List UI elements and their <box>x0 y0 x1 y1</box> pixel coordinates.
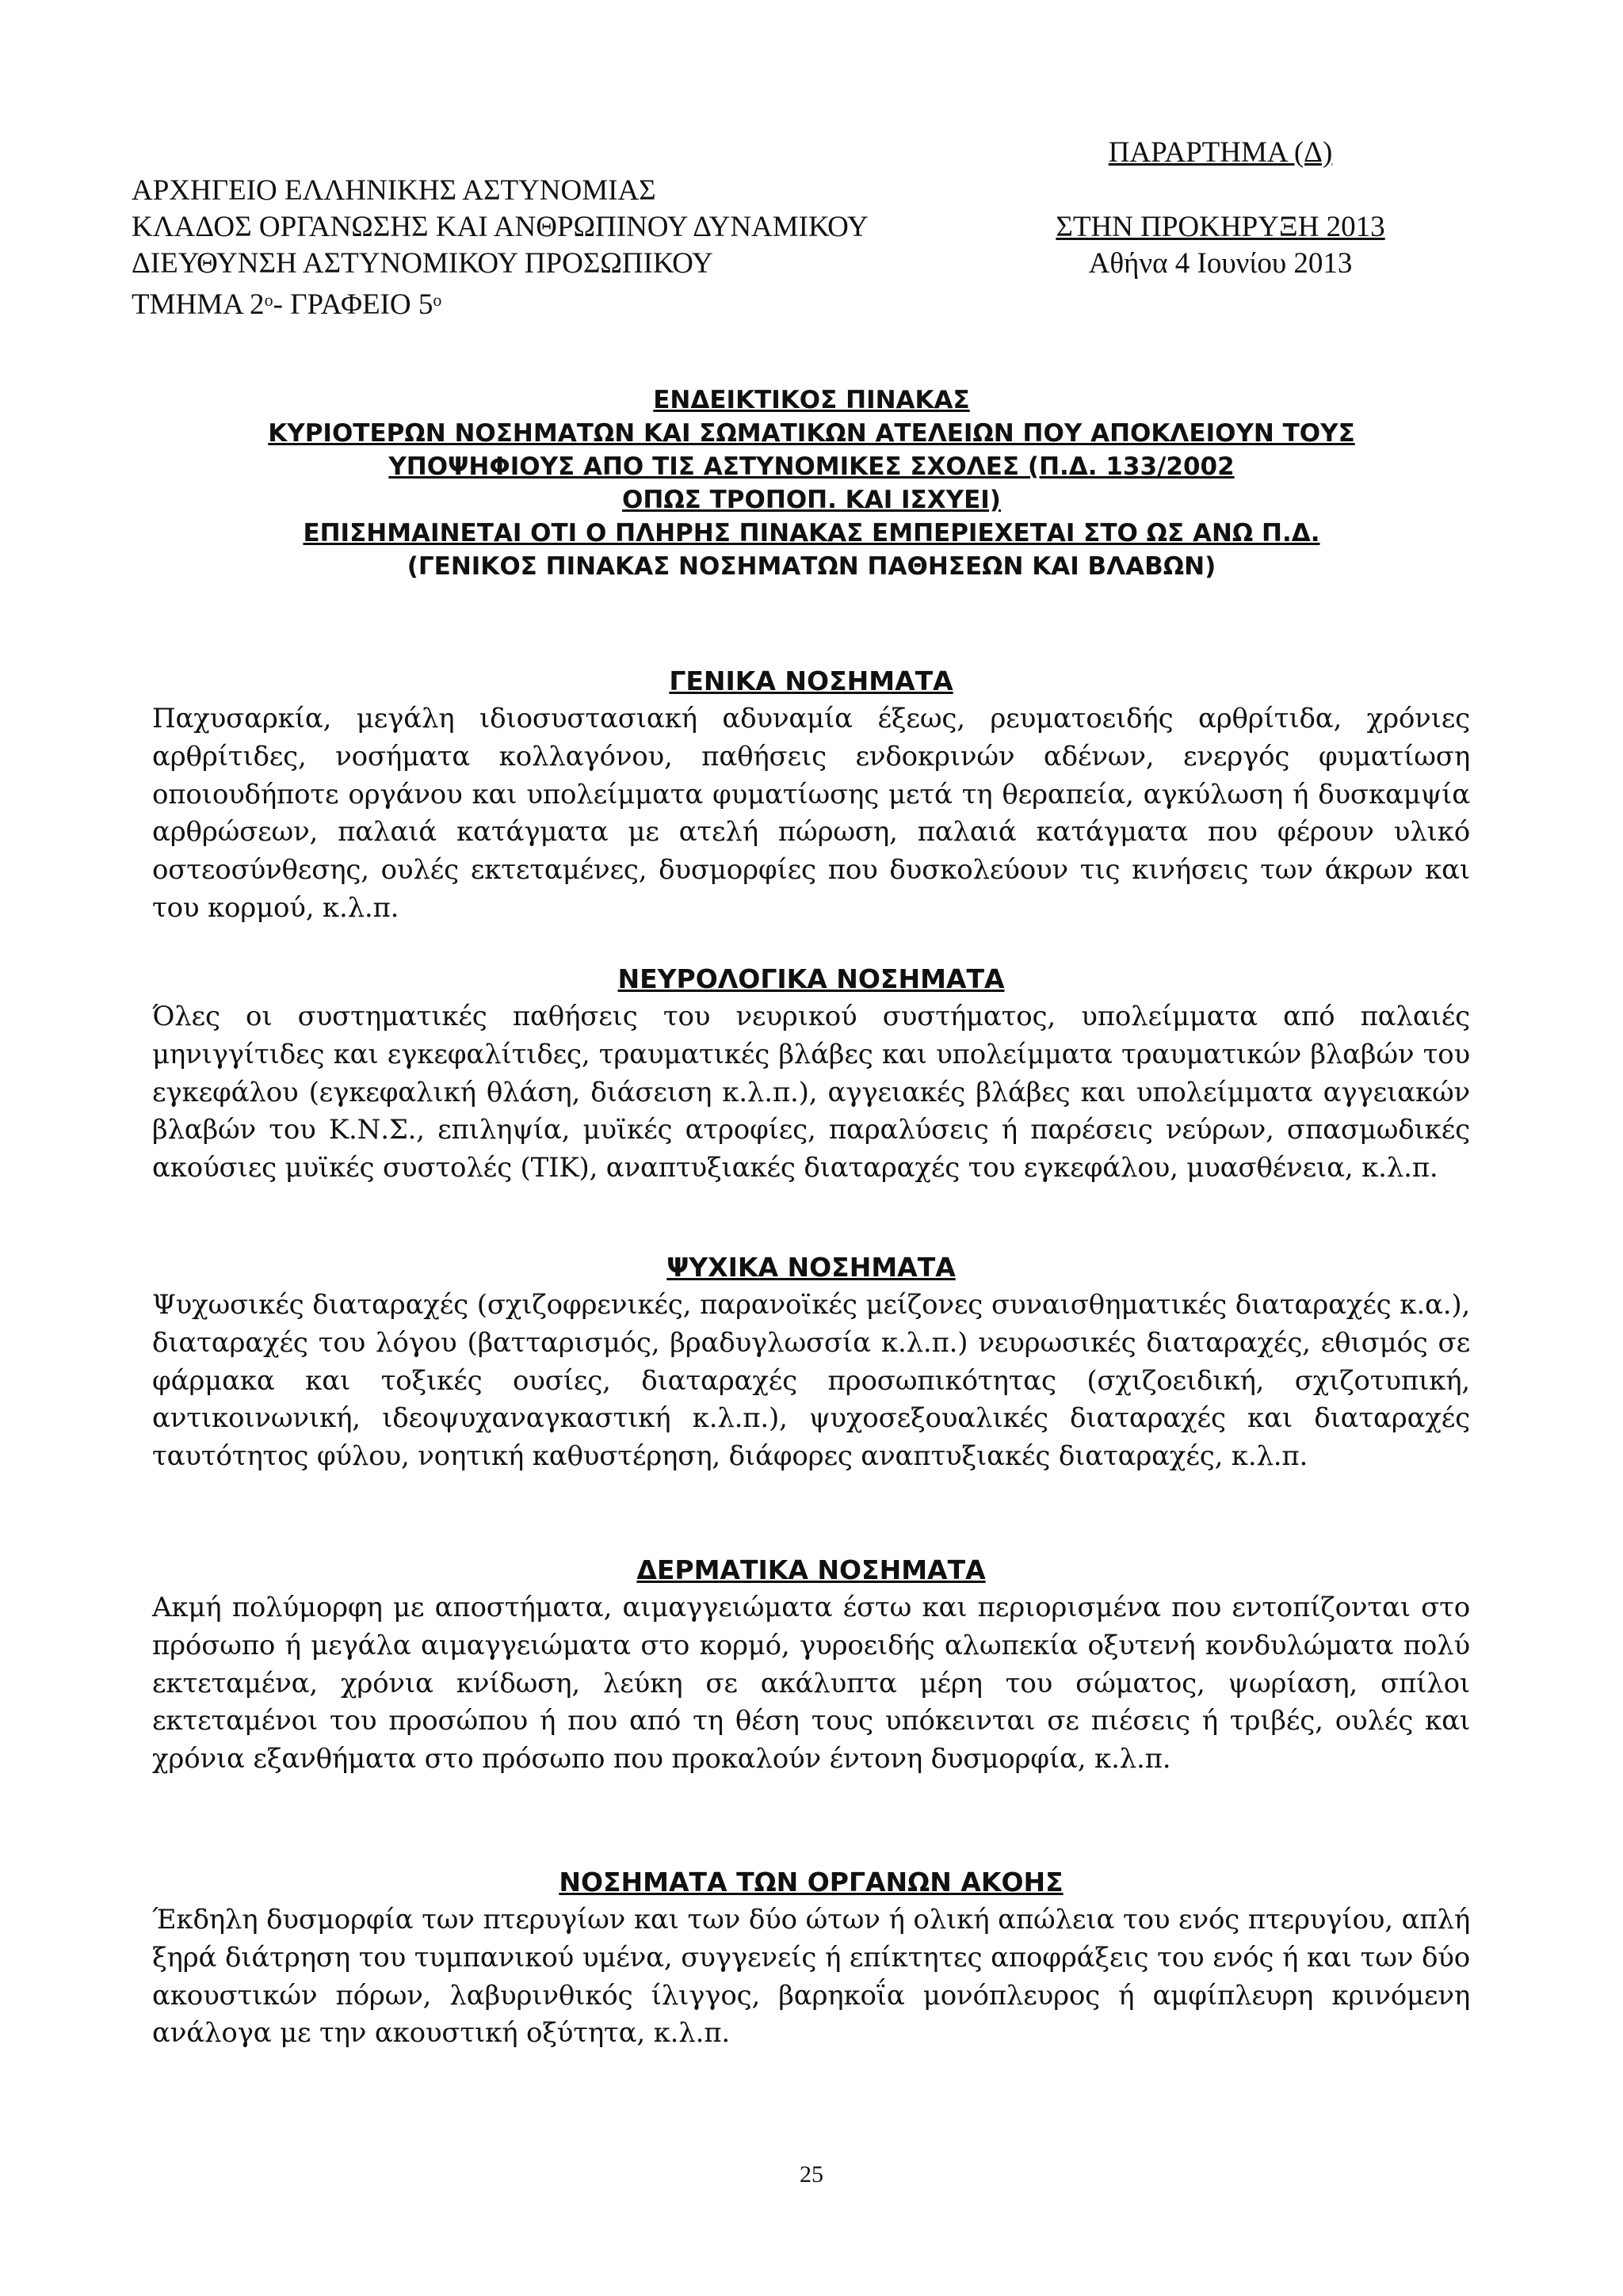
section-text: Έκδηλη δυσμορφία των πτερυγίων και των δύο ώτων ή ολική απώλεια του ενός πτερυγίου, απλή ξηρά διάτρηση του τυμπανικού υμένα, συγγενείς ή επίκτητες αποφράξεις του ενός ή και των δύο ακουστικών πόρων, λαβυρινθικός ίλιγγος, βαρηκοΐα μονόπλευρος ή αμφίπλευρη κρινόμενη ανάλογα με την ακουστική οξύτητα, κ.λ.π. <box>152 1904 1470 2050</box>
header-right <box>1022 135 1419 282</box>
section-heading: ΝΕΥΡΟΛΟΓΙΚΑ ΝΟΣΗΜΑΤΑ <box>617 963 1005 994</box>
section-heading: ΨΥΧΙΚΑ ΝΟΣΗΜΑΤΑ <box>666 1252 956 1283</box>
header-directorate: ΔΙΕΥΘΥΝΣΗ ΑΣΤΥΝΟΜΙΚΟΥ ΠΡΟΣΩΠΙΚΟΥ <box>132 247 713 280</box>
document-date: Αθήνα 4 Ιουνίου 2013 <box>1088 247 1353 280</box>
document-title <box>95 383 1528 583</box>
section-dermatological <box>152 1551 1470 1779</box>
header-branch: ΚΛΑΔΟΣ ΟΡΓΑΝΩΣΗΣ ΚΑΙ ΑΝΘΡΩΠΙΝΟΥ ΔΥΝΑΜΙΚΟΥ <box>132 211 869 243</box>
section-general <box>152 662 1470 928</box>
header-left <box>132 173 869 323</box>
header-department: ΤΜΗΜΑ $2^o-$ ΓΡΑΦΕΙΟ $5^o$ <box>132 288 442 321</box>
header-hq: ΑΡΧΗΓΕΙΟ ΕΛΛΗΝΙΚΗΣ ΑΣΤΥΝΟΜΙΑΣ <box>132 174 656 207</box>
title-line-1: ΕΝΔΕΙΚΤΙΚΟΣ ΠΙΝΑΚΑΣ <box>653 386 970 414</box>
proclamation-label: ΣΤΗΝ ΠΡΟΚΗΡΥΞΗ 2013 <box>1056 211 1385 243</box>
title-line-6: (ΓΕΝΙΚΟΣ ΠΙΝΑΚΑΣ ΝΟΣΗΜΑΤΩΝ ΠΑΘΗΣΕΩΝ ΚΑΙ ΒΛΑΒΩΝ) <box>407 552 1216 581</box>
title-line-3: ΥΠΟΨΗΦΙΟΥΣ ΑΠΟ ΤΙΣ ΑΣΤΥΝΟΜΙΚΕΣ ΣΧΟΛΕΣ (Π.Δ. 133/2002 <box>388 452 1235 481</box>
title-line-4: ΟΠΩΣ ΤΡΟΠΟΠ. ΚΑΙ ΙΣΧΥΕΙ) <box>622 486 1001 514</box>
annex-label: ΠΑΡΑΡΤΗΜΑ (Δ) <box>1108 136 1333 169</box>
section-neurological <box>152 960 1470 1188</box>
section-text: Ψυχωσικές διαταραχές (σχιζοφρενικές, παρανοϊκές μείζονες συναισθηματικές διαταραχές κ.α.), διαταραχές του λόγου (βατταρισμός, βραδυγλωσσία κ.λ.π.) νευρωσικές διαταραχές, εθισμός σε φάρμακα και τοξικές ουσίες, διαταραχές προσωπικότητας (σχιζοειδική, σχιζοτυπική, αντικοινωνική, ιδεοψυχαναγκαστική κ.λ.π.), ψυχοσεξουαλικές διαταραχές και διαταραχές ταυτότητος φύλου, νοητική καθυστέρηση, διάφορες αναπτυξιακές διαταραχές, κ.λ.π. <box>152 1289 1470 1473</box>
section-text: Ακμή πολύμορφη με αποστήματα, αιμαγγειώματα έστω και περιορισμένα που εντοπίζονται στο πρόσωπο ή μεγάλα αιμαγγειώματα στο κορμό, γυροειδής αλωπεκία οξυτενή κονδυλώματα πολύ εκτεταμένα, χρόνια κνίδωση, λεύκη σε ακάλυπτα μέρη του σώματος, ψωρίαση, σπίλοι εκτεταμένοι του προσώπου ή που από τη θέση τους υπόκεινται σε πιέσεις ή τριβές, ουλές και χρόνια εξανθήματα στο πρόσωπο που προκαλούν έντονη δυσμορφία, κ.λ.π. <box>152 1592 1470 1775</box>
section-hearing <box>152 1863 1470 2053</box>
section-text: Παχυσαρκία, μεγάλη ιδιοσυστασιακή αδυναμία έξεως, ρευματοειδής αρθρίτιδα, χρόνιες αρθρίτιδες, νοσήματα κολλαγόνου, παθήσεις ενδοκρινών αδένων, ενεργός φυματίωση οποιουδήποτε οργάνου και υπολείμματα φυματίωσης μετά τη θεραπεία, αγκύλωση ή δυσκαμψία αρθρώσεων, παλαιά κατάγματα με ατελή πώρωση, παλαιά κατάγματα που φέρουν υλικό οστεοσύνθεσης, ουλές εκτεταμένες, δυσμορφίες που δυσκολεύουν τις κινήσεις των άκρων και του κορμού, κ.λ.π. <box>152 703 1470 924</box>
section-heading: ΝΟΣΗΜΑΤΑ ΤΩΝ ΟΡΓΑΝΩΝ ΑΚΟΗΣ <box>559 1867 1064 1897</box>
section-heading: ΓΕΝΙΚΑ ΝΟΣΗΜΑΤΑ <box>669 666 953 696</box>
section-text: Όλες οι συστηματικές παθήσεις του νευρικού συστήματος, υπολείμματα από παλαιές μηνιγγίτιδες και εγκεφαλίτιδες, τραυματικές βλάβες και υπολείμματα τραυματικών βλαβών του εγκεφάλου (εγκεφαλική θλάση, διάσειση κ.λ.π.), αγγειακές βλάβες και υπολείμματα αγγειακών βλαβών του Κ.Ν.Σ., επιληψία, μυϊκές ατροφίες, παραλύσεις ή παρέσεις νεύρων, σπασμωδικές ακούσιες μυϊκές συστολές (ΤΙΚ), αναπτυξιακές διαταραχές του εγκεφάλου, μυασθένεια, κ.λ.π. <box>152 1001 1470 1184</box>
page-number: 25 <box>800 2161 823 2187</box>
section-heading: ΔΕΡΜΑΤΙΚΑ ΝΟΣΗΜΑΤΑ <box>636 1554 986 1585</box>
title-line-5: ΕΠΙΣΗΜΑΙΝΕΤΑΙ ΟΤΙ Ο ΠΛΗΡΗΣ ΠΙΝΑΚΑΣ ΕΜΠΕΡΙΕΧΕΤΑΙ ΣΤΟ ΩΣ ΑΝΩ Π.Δ. <box>303 519 1320 547</box>
title-line-2: ΚΥΡΙΟΤΕΡΩΝ ΝΟΣΗΜΑΤΩΝ ΚΑΙ ΣΩΜΑΤΙΚΩΝ ΑΤΕΛΕΙΩΝ ΠΟΥ ΑΠΟΚΛΕΙΟΥΝ ΤΟΥΣ <box>268 419 1355 448</box>
section-psychiatric <box>152 1249 1470 1476</box>
